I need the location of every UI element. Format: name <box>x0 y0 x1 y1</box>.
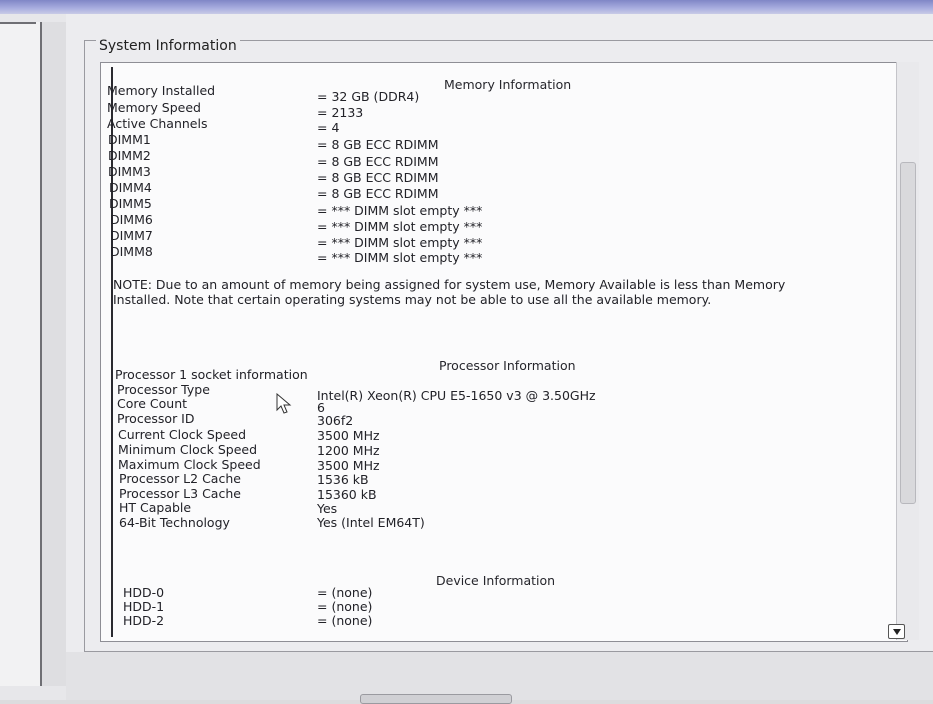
row-value: = *** DIMM slot empty *** <box>317 203 483 218</box>
bottom-button-bar <box>66 652 933 700</box>
row-label: DIMM5 <box>109 196 152 211</box>
row-value: 1536 kB <box>317 472 369 487</box>
row-value: = 4 <box>317 120 340 135</box>
row-label: HDD-0 <box>123 585 165 600</box>
row-value: = (none) <box>317 599 373 614</box>
mouse-pointer-icon <box>276 393 292 415</box>
row-value: Intel(R) Xeon(R) CPU E5-1650 v3 @ 3.50GHz <box>317 388 596 403</box>
row-value: = 2133 <box>317 105 364 120</box>
row-value: = 8 GB ECC RDIMM <box>317 137 439 152</box>
vertical-scrollbar[interactable] <box>896 62 919 640</box>
row-label: Processor L3 Cache <box>119 486 241 501</box>
memory-information-title: Memory Information <box>444 77 572 92</box>
row-label: DIMM4 <box>109 180 152 195</box>
row-value: = (none) <box>317 613 373 628</box>
row-value: 306f2 <box>317 413 354 428</box>
row-label: HDD-1 <box>123 599 165 614</box>
nav-divider <box>0 22 36 24</box>
left-navigation-pane[interactable] <box>0 22 42 686</box>
row-value: = *** DIMM slot empty *** <box>317 250 483 265</box>
row-label: DIMM7 <box>110 228 153 243</box>
pane-gap <box>42 22 66 686</box>
row-label: Processor Type <box>117 382 210 397</box>
row-label: Current Clock Speed <box>118 427 247 442</box>
memory-note: NOTE: Due to an amount of memory being assigned for system use, Memory Available is less than Memory Installed. Note that certain operating systems may not be able to use all the available memory. <box>113 277 786 307</box>
row-label: HDD-2 <box>123 613 165 628</box>
row-label: Active Channels <box>107 116 208 131</box>
row-value: = *** DIMM slot empty *** <box>317 235 483 250</box>
row-label: DIMM6 <box>110 212 153 227</box>
row-label: Processor ID <box>117 411 195 426</box>
row-value: = 32 GB (DDR4) <box>317 89 420 104</box>
row-label: Core Count <box>117 396 188 411</box>
row-value: Yes <box>317 501 338 516</box>
row-label: Memory Speed <box>107 100 201 115</box>
row-label: DIMM8 <box>110 244 153 259</box>
row-value: = 8 GB ECC RDIMM <box>317 186 439 201</box>
top-title-bar <box>0 0 933 14</box>
row-value: 6 <box>317 400 325 415</box>
row-label: DIMM2 <box>108 148 151 163</box>
row-value: = (none) <box>317 585 373 600</box>
row-label: DIMM1 <box>108 132 151 147</box>
row-label: Maximum Clock Speed <box>118 457 261 472</box>
row-value: 3500 MHz <box>317 458 380 473</box>
row-value: = *** DIMM slot empty *** <box>317 219 483 234</box>
processor-information-title: Processor Information <box>439 358 576 373</box>
row-value: 15360 kB <box>317 487 377 502</box>
row-value: = 8 GB ECC RDIMM <box>317 170 439 185</box>
row-label: DIMM3 <box>108 164 151 179</box>
scroll-down-button[interactable] <box>888 624 905 639</box>
row-label: Minimum Clock Speed <box>118 442 258 457</box>
system-information-panel[interactable] <box>100 62 908 642</box>
chevron-down-icon <box>893 629 901 635</box>
group-title: System Information <box>96 38 240 54</box>
scrollbar-thumb[interactable] <box>900 162 916 504</box>
row-label: 64-Bit Technology <box>119 515 230 530</box>
device-information-title: Device Information <box>436 573 556 588</box>
processor-socket-label: Processor 1 socket information <box>115 367 308 382</box>
row-label: Memory Installed <box>107 83 216 98</box>
row-label: HT Capable <box>119 500 192 515</box>
row-label: Processor L2 Cache <box>119 471 241 486</box>
row-value: Yes (Intel EM64T) <box>317 515 425 530</box>
row-value: 3500 MHz <box>317 428 380 443</box>
row-value: = 8 GB ECC RDIMM <box>317 154 439 169</box>
bottom-button[interactable] <box>360 694 512 704</box>
row-value: 1200 MHz <box>317 443 380 458</box>
